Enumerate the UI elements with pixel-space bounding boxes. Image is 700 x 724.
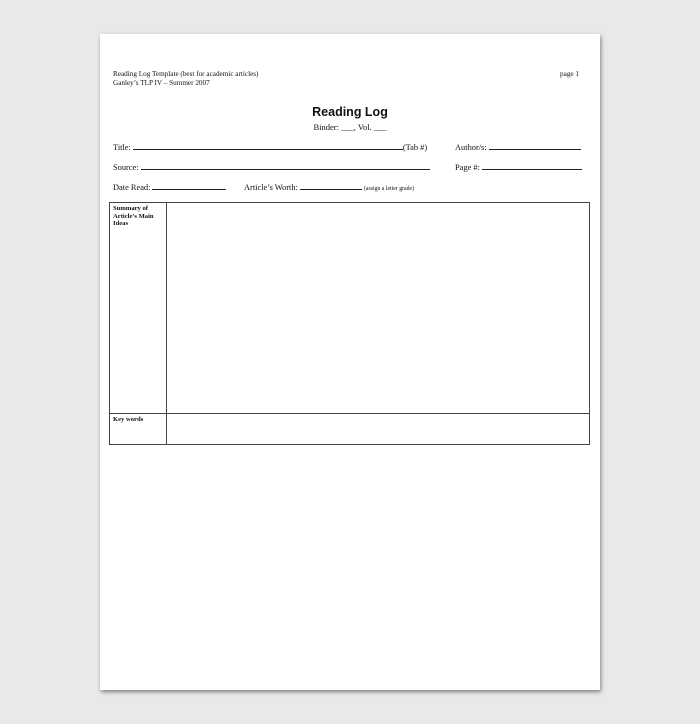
source-blank-line[interactable] bbox=[141, 162, 430, 170]
page-number-field[interactable] bbox=[455, 162, 582, 172]
date-read-label: Date Read: bbox=[113, 183, 151, 192]
page-number: page 1 bbox=[560, 70, 579, 78]
article-worth-note: (assign a letter grade) bbox=[363, 186, 414, 192]
authors-label: Author/s: bbox=[455, 143, 487, 152]
source-field[interactable] bbox=[113, 162, 430, 172]
page-number-blank-line[interactable] bbox=[482, 162, 582, 170]
keywords-row bbox=[110, 414, 590, 445]
document-title: Reading Log bbox=[312, 105, 388, 119]
title-blank-line[interactable] bbox=[133, 142, 403, 150]
authors-blank-line[interactable] bbox=[489, 142, 581, 150]
summary-label: Summary of Article’s Main Ideas bbox=[110, 203, 167, 414]
keywords-entry-box[interactable] bbox=[167, 414, 590, 445]
source-label: Source: bbox=[113, 163, 139, 172]
date-read-field[interactable] bbox=[113, 182, 226, 192]
title-field[interactable] bbox=[113, 142, 427, 152]
tab-label: (Tab #) bbox=[402, 143, 428, 152]
article-worth-field[interactable] bbox=[244, 182, 414, 192]
article-worth-label: Article’s Worth: bbox=[244, 183, 298, 192]
date-read-blank-line[interactable] bbox=[152, 182, 226, 190]
authors-field[interactable] bbox=[455, 142, 581, 152]
title-label: Title: bbox=[113, 143, 131, 152]
article-worth-blank-line[interactable] bbox=[300, 182, 362, 190]
summary-entry-box[interactable] bbox=[167, 203, 590, 414]
binder-volume-line: Binder: ___, Vol. ___ bbox=[313, 122, 387, 132]
header-left bbox=[113, 70, 258, 87]
keywords-label: Key words bbox=[110, 414, 167, 445]
reading-log-table bbox=[109, 202, 590, 445]
document-page bbox=[100, 34, 600, 690]
page-number-label: Page #: bbox=[455, 163, 480, 172]
header-template-line: Reading Log Template (best for academic articles) bbox=[113, 70, 259, 78]
header-course-line: Ganley’s TLP IV – Summer 2007 bbox=[113, 78, 210, 87]
summary-row bbox=[110, 203, 590, 414]
